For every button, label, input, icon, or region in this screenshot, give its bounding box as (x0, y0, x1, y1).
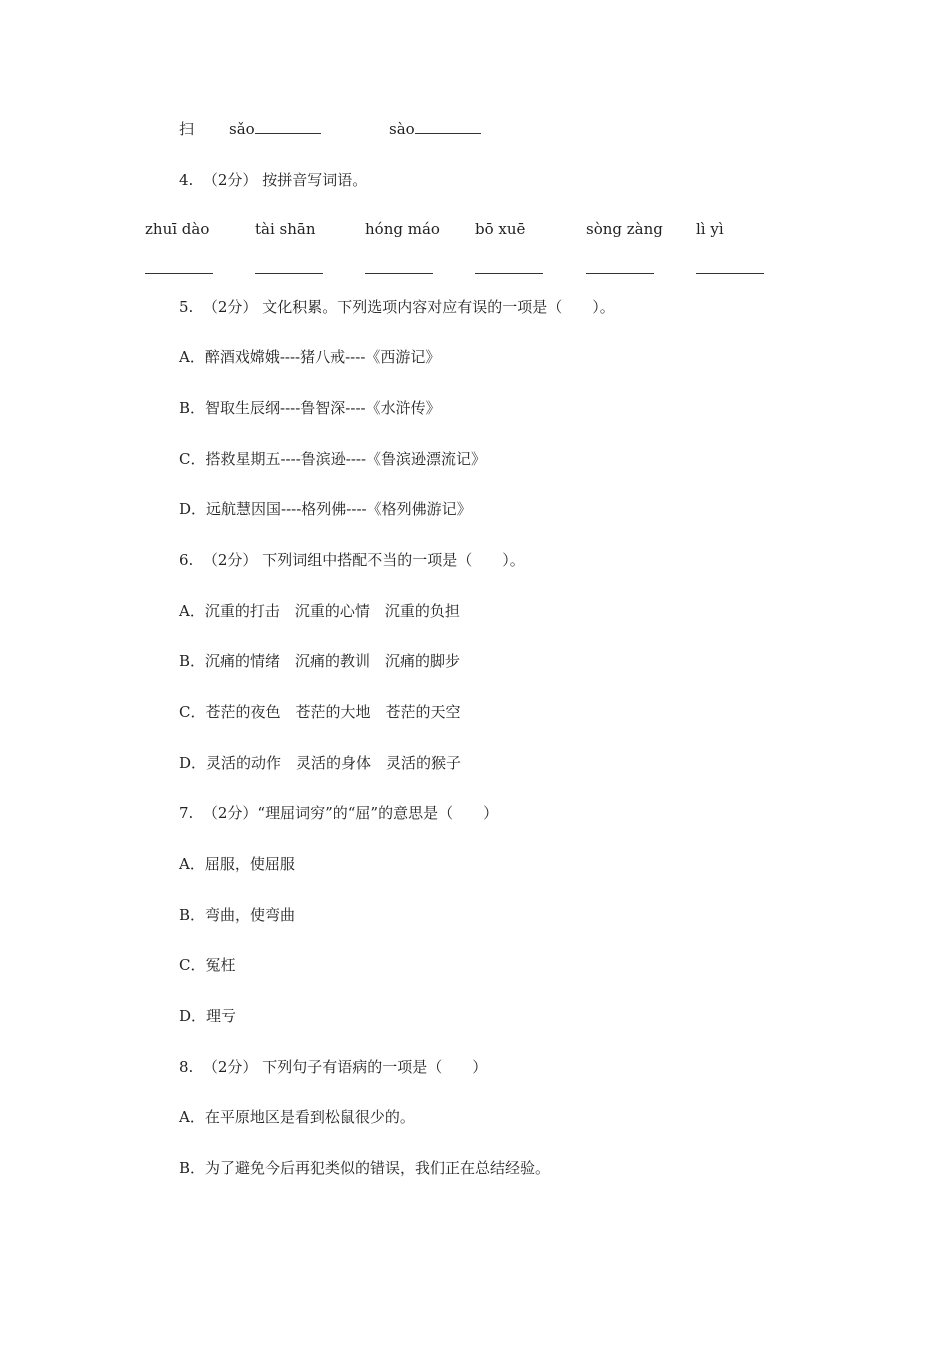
q4-pinyin-3: hóng máo (365, 220, 440, 238)
q4-blank-row (145, 259, 785, 279)
q4-pinyin-row (145, 219, 785, 239)
q6-prompt: 下列词组中搭配不当的一项是（ ）。 (262, 551, 525, 569)
q5-option-c[interactable] (179, 449, 486, 469)
q5-score: （2分） (202, 298, 258, 316)
q4-answer-blank-4[interactable] (475, 259, 543, 274)
q3-reading-1 (229, 119, 321, 139)
q8-number: 8. (179, 1058, 194, 1076)
option-label: A． (179, 1108, 205, 1126)
option-label: C． (179, 450, 206, 468)
option-text: 理亏 (206, 1007, 237, 1025)
q8-score: （2分） (202, 1058, 258, 1076)
q5-number: 5. (179, 298, 194, 316)
option-label: D． (179, 754, 207, 772)
q7-option-a[interactable] (179, 854, 295, 874)
option-text: 智取生辰纲----鲁智深----《水浒传》 (205, 399, 441, 417)
option-label: D． (179, 1007, 207, 1025)
q5-heading (179, 297, 615, 317)
option-label: C． (179, 703, 206, 721)
q6-option-a[interactable] (179, 601, 460, 621)
q6-number: 6. (179, 551, 194, 569)
q4-answer-blank-6[interactable] (696, 259, 764, 274)
q3-char: 扫 (179, 120, 195, 138)
option-label: B． (179, 652, 206, 670)
option-text: 灵活的动作 灵活的身体 灵活的猴子 (206, 754, 462, 772)
q5-option-b[interactable] (179, 398, 441, 418)
q4-answer-blank-2[interactable] (255, 259, 323, 274)
q4-pinyin-1: zhuī dào (145, 220, 210, 238)
q4-answer-blank-5[interactable] (586, 259, 654, 274)
option-text: 弯曲，使弯曲 (205, 906, 296, 924)
option-text: 沉重的打击 沉重的心情 沉重的负担 (204, 602, 460, 620)
q8-option-b[interactable] (179, 1158, 550, 1178)
q6-option-b[interactable] (179, 651, 460, 671)
q6-heading (179, 550, 525, 570)
option-label: B． (179, 399, 206, 417)
q8-prompt: 下列句子有语病的一项是（ ） (262, 1058, 488, 1076)
q8-option-a[interactable] (179, 1107, 415, 1127)
option-text: 沉痛的情绪 沉痛的教训 沉痛的脚步 (205, 652, 461, 670)
option-label: D． (179, 500, 207, 518)
q3-reading-1-text: sǎo (229, 120, 255, 138)
q6-option-d[interactable] (179, 753, 461, 773)
q3-sao-row (179, 119, 579, 141)
q7-number: 7. (179, 804, 194, 822)
q4-number: 4. (179, 171, 194, 189)
q3-blank-1[interactable] (255, 119, 321, 134)
option-label: A． (179, 602, 205, 620)
option-text: 在平原地区是看到松鼠很少的。 (204, 1108, 415, 1126)
option-text: 屈服，使屈服 (204, 855, 295, 873)
q4-score: （2分） (202, 171, 258, 189)
q4-pinyin-6: lì yì (696, 220, 724, 238)
q5-prompt: 文化积累。下列选项内容对应有误的一项是（ ）。 (262, 298, 615, 316)
q6-score: （2分） (202, 551, 258, 569)
q5-option-d[interactable] (179, 499, 472, 519)
q4-answer-blank-3[interactable] (365, 259, 433, 274)
q6-option-c[interactable] (179, 702, 461, 722)
option-label: C． (179, 956, 206, 974)
q7-option-b[interactable] (179, 905, 295, 925)
option-label: A． (179, 855, 205, 873)
option-text: 远航慧因国----格列佛----《格列佛游记》 (206, 500, 472, 518)
q7-score: （2分） (202, 804, 258, 822)
option-text: 搭救星期五----鲁滨逊----《鲁滨逊漂流记》 (205, 450, 487, 468)
q7-heading (179, 803, 498, 823)
option-label: A． (179, 348, 205, 366)
q4-pinyin-5: sòng zàng (586, 220, 663, 238)
q3-blank-2[interactable] (415, 119, 481, 134)
option-label: B． (179, 906, 206, 924)
option-text: 为了避免今后再犯类似的错误，我们正在总结经验。 (205, 1159, 551, 1177)
option-text: 苍茫的夜色 苍茫的大地 苍茫的天空 (205, 703, 461, 721)
q4-pinyin-4: bō xuē (475, 220, 526, 238)
q4-heading (179, 170, 367, 190)
q4-pinyin-2: tài shān (255, 220, 316, 238)
q4-prompt: 按拼音写词语。 (262, 171, 368, 189)
q3-reading-2-text: sào (389, 120, 415, 138)
q3-reading-2 (389, 119, 481, 139)
q8-heading (179, 1057, 487, 1077)
q4-answer-blank-1[interactable] (145, 259, 213, 274)
q7-option-d[interactable] (179, 1006, 236, 1026)
option-label: B． (179, 1159, 206, 1177)
q7-option-c[interactable] (179, 955, 236, 975)
q7-prompt: “理屈词穷”的“屈”的意思是（ ） (257, 804, 499, 822)
option-text: 冤枉 (205, 956, 236, 974)
q5-option-a[interactable] (179, 347, 440, 367)
option-text: 醉酒戏嫦娥----猪八戒----《西游记》 (204, 348, 441, 366)
